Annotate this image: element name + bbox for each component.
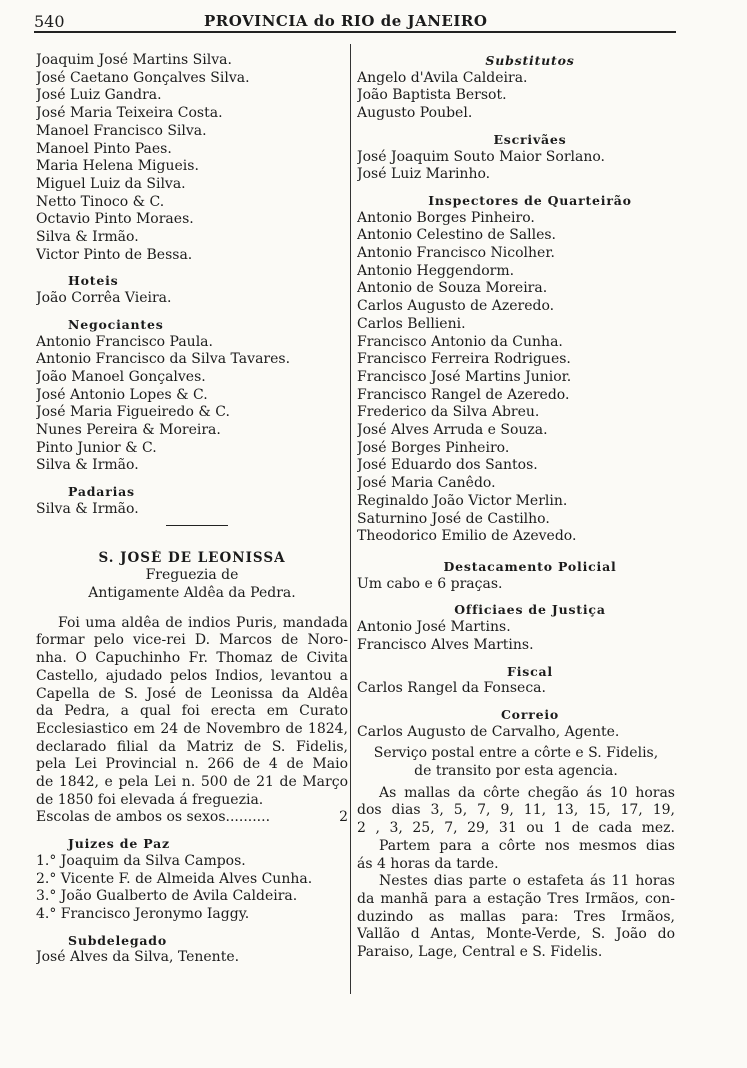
list-item: Frederico da Silva Abreu.	[357, 404, 540, 421]
escolas-count: 2	[339, 809, 348, 826]
left-column	[36, 52, 348, 967]
list-item: Silva & Irmão.	[36, 500, 139, 517]
list-item: Antonio Francisco Paula.	[36, 333, 213, 350]
paragraph-line: ás 4 horas da tarde.	[357, 855, 499, 872]
page-title: PROVINCIA do RIO de JANEIRO	[204, 12, 488, 30]
list-item: Netto Tinoco & C.	[36, 193, 165, 210]
paragraph-line: Paraiso, Lage, Central e S. Fidelis.	[357, 944, 603, 961]
paragraph-line: Capella de S. José de Leonissa da Aldêa	[36, 685, 348, 702]
list-item: Pinto Junior & C.	[36, 439, 157, 456]
destacamento-heading: Destacamento Policial	[443, 558, 617, 574]
negociantes-heading: Negociantes	[68, 316, 164, 332]
list-item: Angelo d'Avila Caldeira.	[357, 69, 528, 86]
list-item: José Eduardo dos Santos.	[357, 457, 538, 474]
correio-heading: Correio	[500, 706, 560, 722]
list-item: Carlos Bellieni.	[357, 315, 466, 332]
list-item: João Baptista Bersot.	[357, 87, 507, 104]
paragraph-line: da Pedra, a qual foi erecta em Curato	[36, 703, 348, 720]
list-item: Theodorico Emilio de Azevedo.	[357, 528, 577, 545]
hoteis-heading: Hoteis	[68, 273, 119, 289]
list-item: Carlos Augusto de Carvalho, Agente.	[357, 723, 620, 740]
padarias-heading: Padarias	[68, 484, 135, 500]
fiscal-heading: Fiscal	[507, 663, 553, 679]
list-item: Francisco José Martins Junior.	[357, 368, 572, 385]
escolas-label: Escolas de ambos os sexos..........	[36, 809, 271, 826]
paragraph-line: nha. O Capuchinho Fr. Thomaz de Civita	[36, 650, 348, 667]
paragraph-line: dos dias 3, 5, 7, 9, 11, 13, 15, 17, 19,	[357, 802, 675, 819]
paragraph-line: da manhã para a estação Tres Irmãos, con-	[357, 890, 675, 907]
list-item: Victor Pinto de Bessa.	[36, 246, 193, 263]
list-item: Saturnino José de Castilho.	[357, 510, 550, 527]
list-item: José Caetano Gonçalves Silva.	[36, 69, 250, 86]
names-list	[36, 52, 348, 264]
paragraph-line: Foi uma aldêa de indios Puris, mandada	[58, 614, 348, 631]
header-rule	[34, 31, 676, 33]
nestes-paragraph	[357, 873, 675, 944]
list-item: José Joaquim Souto Maior Sorlano.	[357, 148, 605, 165]
list-item: 3.° João Gualberto de Avila Caldeira.	[36, 888, 298, 905]
list-item: Francisco Antonio da Cunha.	[357, 333, 563, 350]
page-header	[34, 10, 676, 32]
officiaes-heading: Officiaes de Justiça	[454, 602, 606, 618]
list-item: José Luiz Gandra.	[36, 87, 162, 104]
list-item: 2.° Vicente F. de Almeida Alves Cunha.	[36, 870, 313, 887]
list-item: Antonio de Souza Moreira.	[357, 280, 548, 297]
paragraph-line: Nestes dias parte o estafeta ás 11 horas	[379, 873, 675, 890]
list-item: Antonio Francisco da Silva Tavares.	[36, 351, 291, 368]
list-item: Manoel Francisco Silva.	[36, 122, 207, 139]
subdelegado-heading: Subdelegado	[68, 932, 167, 948]
list-item: José Alves da Silva, Tenente.	[36, 949, 240, 966]
paragraph-line: 2 , 3, 25, 7, 29, 31 ou 1 de cada mez.	[357, 820, 675, 837]
servico-line: de transito por esta agencia.	[414, 763, 618, 780]
list-item: José Antonio Lopes & C.	[36, 386, 208, 403]
list-item: João Corrêa Vieira.	[36, 290, 172, 307]
substitutos-heading: Substitutos	[485, 53, 575, 68]
list-item: Francisco Rangel de Azeredo.	[357, 386, 570, 403]
list-item: José Luiz Marinho.	[357, 166, 491, 183]
servico-line: Serviço postal entre a côrte e S. Fidelis,	[373, 745, 659, 762]
paragraph-line: Castello, ajudado pelos Indios, levantou a	[36, 667, 348, 684]
list-item: Carlos Rangel da Fonseca.	[357, 680, 546, 697]
list-item: Maria Helena Migueis.	[36, 158, 199, 175]
paragraph-line: duzindo as mallas para: Tres Irmãos,	[357, 908, 675, 925]
paragraph-line: Vallão d Antas, Monte-Verde, S. João do	[357, 926, 675, 943]
list-item: José Maria Figueiredo & C.	[36, 404, 230, 421]
section-subtitle: Freguezia de	[145, 567, 239, 584]
list-item: Francisco Ferreira Rodrigues.	[357, 351, 571, 368]
list-item: Francisco Alves Martins.	[357, 636, 534, 653]
list-item: Octavio Pinto Moraes.	[36, 211, 194, 228]
list-item: José Maria Canêdo.	[357, 475, 496, 492]
list-item: Antonio Celestino de Salles.	[357, 227, 557, 244]
list-item: Antonio Heggendorm.	[357, 262, 515, 279]
list-item: Antonio Francisco Nicolher.	[357, 245, 555, 262]
list-item: Antonio José Martins.	[357, 619, 511, 636]
list-item: Nunes Pereira & Moreira.	[36, 422, 221, 439]
list-item: Carlos Augusto de Azeredo.	[357, 298, 555, 315]
list-item: João Manoel Gonçalves.	[36, 368, 206, 385]
list-item: José Alves Arruda e Souza.	[357, 422, 548, 439]
list-item: Silva & Irmão.	[36, 457, 139, 474]
juizes-heading: Juizes de Paz	[68, 836, 170, 852]
paragraph-line: As mallas da côrte chegão ás 10 horas	[379, 784, 675, 801]
list-item: 4.° Francisco Jeronymo Iaggy.	[36, 905, 250, 922]
page-number: 540	[34, 12, 65, 31]
escrivaes-heading: Escrivães	[493, 131, 567, 147]
section-title: S. JOSÉ DE LEONISSA	[98, 549, 286, 566]
escolas-row	[36, 809, 348, 827]
paragraph-line: de 1850 foi elevada á freguezia.	[36, 791, 264, 808]
section-subtitle: Antigamente Aldêa da Pedra.	[88, 584, 296, 601]
paragraph-line: pela Lei Provincial n. 266 de 4 de Maio	[36, 756, 348, 773]
list-item: Antonio Borges Pinheiro.	[357, 209, 535, 226]
paragraph-line: de 1842, e pela Lei n. 500 de 21 de Março	[36, 774, 348, 791]
right-column	[357, 52, 675, 962]
paragraph-line: Ecclesiastico em 24 de Novembro de 1824,	[36, 720, 348, 737]
list-item: José Borges Pinheiro.	[357, 439, 510, 456]
list-item: Silva & Irmão.	[36, 229, 139, 246]
list-item: 1.° Joaquim da Silva Campos.	[36, 852, 246, 869]
paragraph-line: formar pelo vice-rei D. Marcos de Noro-	[36, 632, 348, 649]
column-divider	[350, 44, 351, 994]
list-item: Miguel Luiz da Silva.	[36, 175, 186, 192]
list-item: Augusto Poubel.	[357, 105, 473, 122]
mallas-paragraph	[357, 785, 675, 856]
paragraph-line: Partem para a côrte nos mesmos dias	[379, 837, 675, 854]
list-item: José Maria Teixeira Costa.	[36, 105, 223, 122]
list-item: Um cabo e 6 praças.	[357, 575, 503, 592]
list-item: Manoel Pinto Paes.	[36, 140, 172, 157]
list-item: Reginaldo João Victor Merlin.	[357, 492, 568, 509]
history-paragraph	[36, 615, 348, 792]
list-item: Joaquim José Martins Silva.	[36, 52, 232, 68]
inspectores-heading: Inspectores de Quarteirão	[428, 192, 632, 208]
paragraph-line: declarado filial da Matriz de S. Fidelis,	[36, 738, 348, 755]
